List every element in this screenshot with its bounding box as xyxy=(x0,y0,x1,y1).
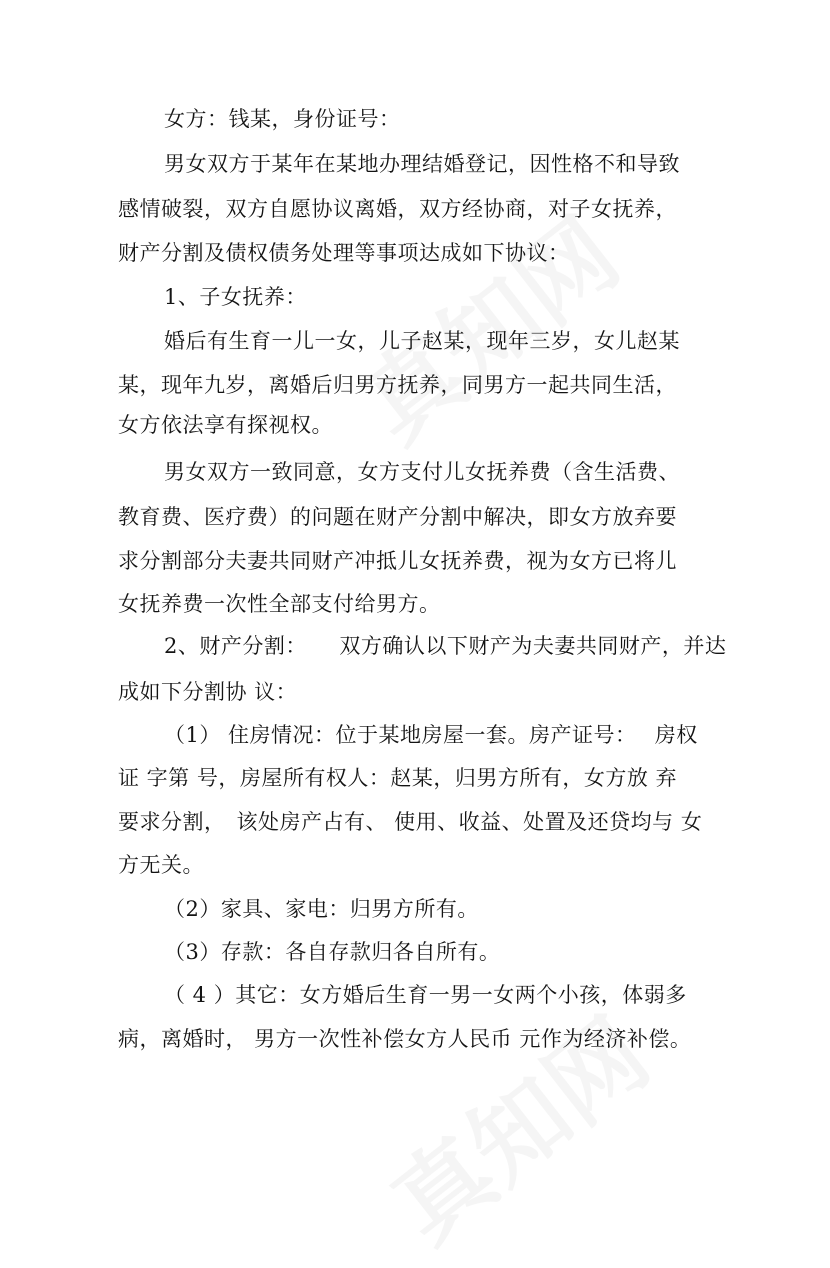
text-line: 要求分割， 该处房产占有、 使用、收益、处置及还贷均与 女 xyxy=(118,810,703,834)
text-line: 男女双方一致同意，女方支付儿女抚养费（含生活费、 xyxy=(164,460,680,484)
text-line: 婚后有生育一儿一女，儿子赵某，现年三岁，女儿赵某 xyxy=(164,329,680,353)
text-line: 教育费、医疗费）的问题在财产分割中解决，即女方放弃要 xyxy=(118,505,677,529)
text-line: 证 字第 号，房屋所有权人：赵某，归男方所有，女方放 弃 xyxy=(118,766,678,790)
watermark-logo xyxy=(330,182,642,468)
text-line: 女抚养费一次性全部支付给男方。 xyxy=(118,592,441,616)
text-line: 1、子女抚养： xyxy=(164,285,307,309)
text-line: 女方依法享有探视权。 xyxy=(118,413,333,437)
text-line: 方无关。 xyxy=(118,853,204,877)
text-line: （ 4 ）其它：女方婚后生育一男一女两个小孩，体弱多 xyxy=(164,983,687,1007)
text-line: （1） 住房情况：位于某地房屋一套。房产证号： 房权 xyxy=(164,723,698,747)
text-line: 财产分割及债权债务处理等事项达成如下协议： xyxy=(118,241,570,265)
text-line: （3）存款：各自存款归各自所有。 xyxy=(164,940,501,964)
watermark-logo xyxy=(360,982,672,1268)
text-line: 成如下分割协 议： xyxy=(118,680,298,704)
text-line: 求分割部分夫妻共同财产冲抵儿女抚养费，视为女方已将儿 xyxy=(118,549,677,573)
text-line: 男女双方于某年在某地办理结婚登记，因性格不和导致 xyxy=(164,152,680,176)
text-line: 2、财产分割： 双方确认以下财产为夫妻共同财产，并达 xyxy=(164,634,727,658)
text-line: 感情破裂，双方自愿协议离婚，双方经协商，对子女抚养， xyxy=(118,197,677,221)
text-line: 某，现年九岁，离婚后归男方抚养，同男方一起共同生活， xyxy=(118,373,677,397)
text-line: （2）家具、家电：归男方所有。 xyxy=(164,897,479,921)
text-line: 女方：钱某，身份证号： xyxy=(164,107,401,131)
text-line: 病，离婚时， 男方一次性补偿女方人民币 元作为经济补偿。 xyxy=(118,1027,692,1051)
